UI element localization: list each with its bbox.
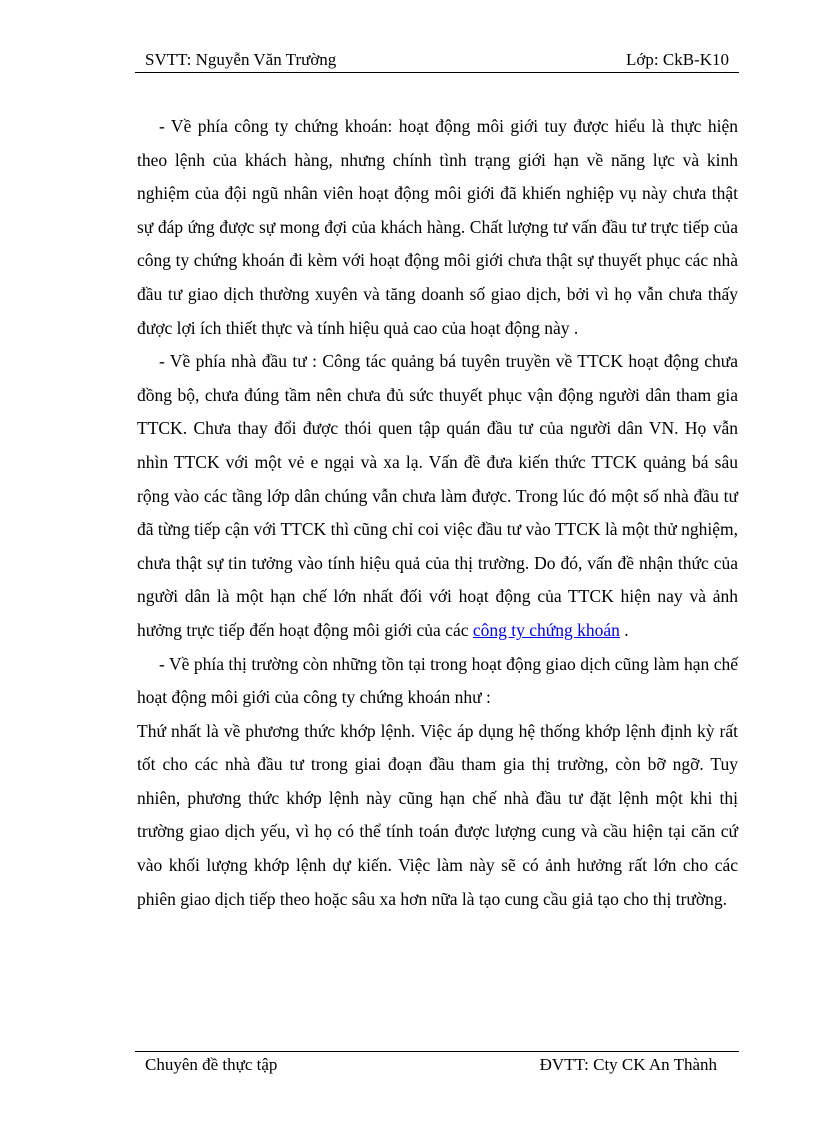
header-class: Lớp: CkB-K10 bbox=[626, 50, 729, 69]
paragraph-investors-text: - Về phía nhà đầu tư : Công tác quảng bá tuyên truyền về TTCK hoạt động chưa đồng bộ, chưa đúng tầm nên chưa đủ sức thuyết phục vận động người dân tham gia TTCK. Chưa thay đổi được thói quen tập quán đầu tư của người dân VN. Họ vẫn nhìn TTCK với một vẻ e ngại và xa lạ. Vấn đề đưa kiến thức TTCK quảng bá sâu rộng vào các tầng lớp dân chúng vẫn chưa làm được. Trong lúc đó một số nhà đầu tư đã từng tiếp cận với TTCK thì cũng chỉ coi việc đầu tư vào TTCK là một thử nghiệm, chưa thật sự tin tưởng vào tính hiệu quả của thị trường. Do đó, vấn đề nhận thức của người dân là một hạn chế lớn nhất đối với hoạt động của TTCK hiện nay và ảnh hưởng trực tiếp đến hoạt động môi giới của các bbox=[137, 351, 738, 640]
footer-internship-unit: ĐVTT: Cty CK An Thành bbox=[539, 1055, 717, 1074]
securities-company-link[interactable]: công ty chứng khoán bbox=[472, 619, 620, 640]
paragraph-market: - Về phía thị trường còn những tồn tại trong hoạt động giao dịch cũng làm hạn chế hoạt động môi giới của công ty chứng khoán như : bbox=[137, 653, 738, 708]
page-footer bbox=[135, 1051, 739, 1074]
paragraph-investors-end: . bbox=[619, 619, 629, 640]
page-header bbox=[135, 48, 739, 73]
header-student-name: SVTT: Nguyễn Văn Trường bbox=[145, 50, 337, 69]
footer-report-title: Chuyên đề thực tập bbox=[145, 1055, 278, 1074]
document-body bbox=[137, 110, 738, 916]
paragraph-securities-company: - Về phía công ty chứng khoán: hoạt động môi giới tuy được hiểu là thực hiện theo lệnh của khách hàng, nhưng chính tình trạng giới hạn về năng lực và kinh nghiệm của đội ngũ nhân viên hoạt động môi giới đã khiến nghiệp vụ này chưa thật sự đáp ứng được sự mong đợi của khách hàng. Chất lượng tư vấn đầu tư trực tiếp của công ty chứng khoán đi kèm với hoạt động môi giới chưa thật sự thuyết phục các nhà đầu tư giao dịch thường xuyên và tăng doanh số giao dịch, bởi vì họ vẫn chưa thấy được lợi ích thiết thực và tính hiệu quả cao của hoạt động này . bbox=[137, 116, 738, 338]
paragraph-order-matching: Thứ nhất là về phương thức khớp lệnh. Việc áp dụng hệ thống khớp lệnh định kỳ rất tốt cho các nhà đầu tư trong giai đoạn đầu tham gia thị trường, còn bỡ ngỡ. Tuy nhiên, phương thức khớp lệnh này cũng hạn chế nhà đầu tư đặt lệnh một khi thị trường giao dịch yếu, vì họ có thể tính toán được lượng cung và cầu hiện tại căn cứ vào khối lượng khớp lệnh dự kiến. Việc làm này sẽ có ảnh hưởng rất lớn cho các phiên giao dịch tiếp theo hoặc sâu xa hơn nữa là tạo cung cầu giả tạo cho thị trường. bbox=[137, 720, 738, 909]
paragraph-investors bbox=[137, 345, 738, 647]
